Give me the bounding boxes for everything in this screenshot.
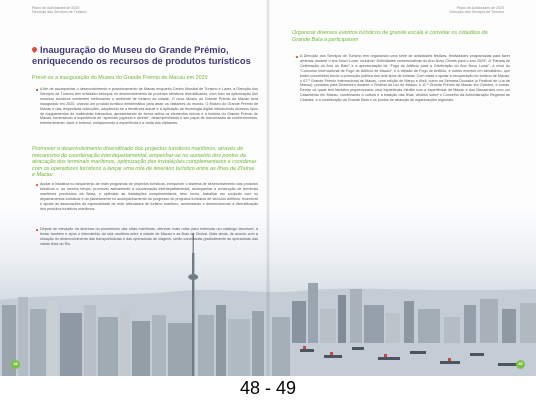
page-number-right: 49 xyxy=(516,360,525,369)
subheading-maritime: Promover o desenvolvimento diversificado dos projectos turísticos marítimos, através de mecanismo de coordenação interdepartamental, empenhar-se no aumento dos pontos de atracação dos terminais marítimos, optimização das instalações complementares e coordenar com os operadores turísticos a lançar uma rota de itinerário turístico entre as Ilhas de Zhuhai e Macau xyxy=(32,146,257,178)
paragraph-events: A Direcção dos Serviços de Turismo tem organizado uma série de actividades festivas, festividades programadas para fazer arrancar durante o ano Novo Lunar, incluindo “Actividades comemorativas do Ano Novo Chinês para o ano 2020”, a “Parada de Celebração do Ano do Rato” e a apresentação de “Fogo de Artifício para a Celebração do Ano Novo Lunar”, a nível do “Concurso Internacional de Fogo de Artifício de Macau”, e a difusão de Fogo de Artifício, e outros eventos em simultâneo, que foram concebidos tendo a promoção pública dos dois tipos de turistas. Com estas a apoiar a recuperação do turismo de Macau, o 67.º Grande Prémio Internacional de Macau, uma edição de Março e Abril, como na Semana Dourada (o Festival de Lua de Macau), produtos para Dezembro durante o Festival da Luz de Macau, o 11.º Grande Prémio de Macau em Outubro, e outras. Dentre os quais tem também proporcionado uma experiência inédita com a experiência de Macau e dos Macaenses com um Casamento em Macau, combinando a cultura e a tradição das Ilhas, destino sobre o Conselho da Administração Regional de Cidades, e a contribuição da Grande Baía e os pontos de atracção às organizações regionais. xyxy=(300,54,510,103)
paragraph-maritime: Apoiar a iniciativa no lançamento de mais programas de projectos turísticos, enriquecer o sistema de desenvolvimento dos produtos turísticos e, ao mesmo tempo, promover activamente a coordenação interdepartamental, acompanhar a construção de terminais marítimos provisórios da Barra, e optimizar as instalações complementares, bem como, trabalhar em conjunto com os departamentos turísticos e do planeamento no acompanhamento do progresso do projectos turísticos de veículos anfíbios. Incentivar e apoiar as associações da especialidade de rede articulados de turismo marítimo, aumentando e desenvolvendo a diversificação dos produtos turísticos marítimos. xyxy=(40,182,258,211)
paragraph-museum: A fim de acompanhar o desenvolvimento e posicionamento de Macau enquanto Centro Mundial de Turismo e Lazer, a Direcção dos Serviços de Turismo tem envidado esforços no desenvolvimento de produtos turísticos diversificados, com foco na optimização dos recursos turísticos existentes melhorando o ambiente de turismo da cidade. O novo Museu do Grande Prémio de Macau será inaugurado em 2020, criando um produto turístico emblemático para atrair os visitantes do mundo. O Museu do Grande Prémio de Macau e das respectivas colecções, adoptando-se a tendência actual e a aplicação de tecnologia digital introduzindo diversos tipos de equipamentos de multimédia interactiva, apresentando de forma activa os elementos únicos e a história do Grande Prémio de Macau, fomentando a experiência de “aprender jogando e divertir”, desempenhando o seu papel de transmissão de conhecimentos, entretenimento, lazer e turismo, enriquecendo a experiência e a visita dos visitantes. xyxy=(40,87,258,126)
bullet-icon xyxy=(36,229,38,231)
spread-caption: 48 - 49 xyxy=(0,376,536,400)
left-running-header: Plano de Actividades de 2020 Direcção dos Serviços de Turismo xyxy=(32,6,87,15)
location-pin-icon xyxy=(31,46,38,53)
subheading-events: Organizar diversos eventos turísticos de grande escala e convidar os cidadãos da Grande Baía a participarem xyxy=(292,30,488,43)
page-number-left: 48 xyxy=(11,360,20,369)
bullet-icon xyxy=(36,89,38,91)
subheading-museum: Prevê-se a inauguração do Museu do Grande Prémio de Macau em 2020 xyxy=(32,75,208,81)
page-gutter xyxy=(266,0,270,378)
bullet-icon xyxy=(296,56,298,58)
section-title: Inauguração do Museu do Grande Prémio, enriquecendo os recursos de produtos turísticos xyxy=(32,44,251,66)
right-running-header: Plano de Actividades de 2020 Direcção dos Serviços de Turismo xyxy=(449,6,504,15)
bullet-icon xyxy=(36,184,38,186)
paragraph-routes: Depois de elevação da abertura do pioneirismo das rotas marítimas, oferecer mais rotas para estimular um catálogo favorável, a tentar também e após o intercâmbio da rota marítima entre a cidade de Macau e as ilhas de Zhuhai. Mais ainda, de acordo com a situação do desenvolvimento das transportadoras e das operadoras de viagens, serão conectadas gradualmente as operadoras das várias ilhas do Rio. xyxy=(40,227,258,246)
